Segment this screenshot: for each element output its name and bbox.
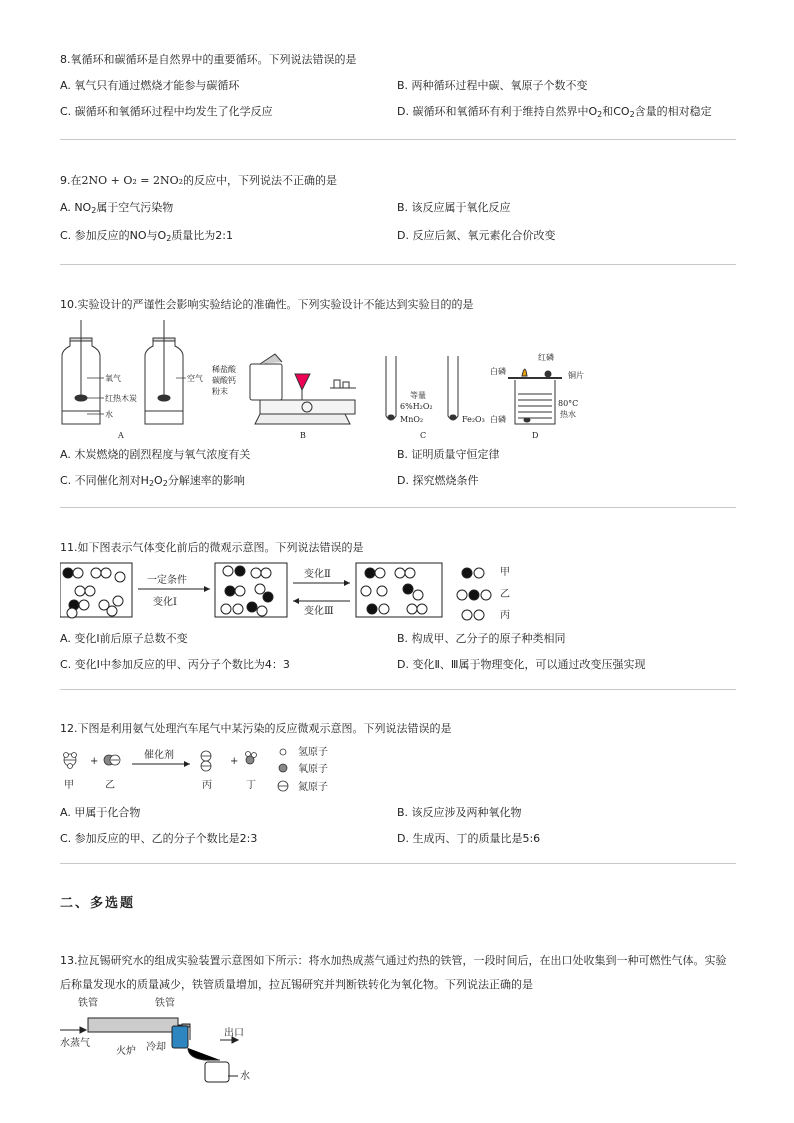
label-h-atom: 氢原子 xyxy=(298,747,328,758)
atom-sphere xyxy=(235,586,245,596)
q10-option-a[interactable]: A. 木炭燃烧的剧烈程度与氧气浓度有关 xyxy=(60,448,251,461)
atom-sphere xyxy=(407,604,417,614)
atom-sphere xyxy=(247,602,257,612)
label-cooling: 冷却 xyxy=(146,1042,166,1053)
label-water: 水 xyxy=(105,410,113,419)
label-white-p-bottom: 白磷 xyxy=(490,415,506,424)
q9-a-text1: A. NO xyxy=(60,201,92,214)
question-11 xyxy=(60,541,736,681)
question-10-stem: 10.实验设计的严谨性会影响实验结论的准确性。下列实验设计不能达到实验目的的是 xyxy=(60,298,474,311)
q9-a-text2: 属于空气污染物 xyxy=(96,201,174,214)
q8-d-sub2: 2 xyxy=(629,110,635,119)
atom-sphere xyxy=(233,604,243,614)
q9-a-sub: 2 xyxy=(91,206,97,215)
atom-sphere xyxy=(73,568,83,578)
atom-sphere xyxy=(417,604,427,614)
atom-sphere xyxy=(257,606,267,616)
atom-sphere xyxy=(251,568,261,578)
q11-option-a[interactable]: A. 变化Ⅰ前后原子总数不变 xyxy=(60,632,188,645)
q9-c-text1: C. 参加反应的NO与O xyxy=(60,229,167,242)
atom-sphere xyxy=(469,590,479,600)
question-13 xyxy=(60,954,736,1094)
q12-option-d[interactable]: D. 生成丙、丁的质量比是5:6 xyxy=(397,832,541,845)
atom-sphere xyxy=(79,600,89,610)
label-bing: 丙 xyxy=(202,780,212,791)
balance-scale xyxy=(250,354,356,424)
label-copper: 铜片 xyxy=(568,371,584,380)
label-white-p-top: 白磷 xyxy=(490,367,506,376)
atom-sphere xyxy=(377,586,387,596)
q12-option-b[interactable]: B. 该反应涉及两种氧化物 xyxy=(397,806,522,819)
molecule-group xyxy=(63,566,491,620)
atom-sphere xyxy=(395,568,405,578)
label-change2: 变化Ⅱ xyxy=(304,569,331,580)
atom-sphere xyxy=(375,568,385,578)
question-8-stem: 8.氧循环和碳循环是自然界中的重要循环。下列说法错误的是 xyxy=(60,53,357,66)
label-furnace: 火炉 xyxy=(116,1046,136,1057)
atom-sphere xyxy=(405,568,415,578)
atom-sphere xyxy=(263,592,273,602)
beaker-combustion xyxy=(508,369,562,424)
q8-option-d[interactable] xyxy=(397,105,712,119)
label-powder: 粉末 xyxy=(212,387,228,396)
label-ding: 丁 xyxy=(246,780,256,791)
label-water: 水 xyxy=(240,1071,250,1082)
label-fe2o3: Fe₂O₃ xyxy=(462,415,485,424)
q12-reaction-figure xyxy=(60,742,380,804)
q9-stem-post: 的反应中，下列说法不正确的是 xyxy=(183,174,338,187)
label-b: B xyxy=(300,431,306,440)
label-red-p: 红磷 xyxy=(538,353,554,362)
label-caco3: 碳酸钙 xyxy=(212,376,236,385)
label-yi: 乙 xyxy=(105,780,115,791)
q10-experiment-figure xyxy=(60,316,600,444)
q11-option-d[interactable]: D. 变化Ⅱ、Ⅲ属于物理变化，可以通过改变压强实现 xyxy=(397,658,646,671)
q10-option-b[interactable]: B. 证明质量守恒定律 xyxy=(397,448,500,461)
atom-sphere xyxy=(225,586,235,596)
q10-option-d[interactable]: D. 探究燃烧条件 xyxy=(397,474,479,487)
atom-sphere xyxy=(367,604,377,614)
q11-option-b[interactable]: B. 构成甲、乙分子的原子种类相同 xyxy=(397,632,566,645)
q9-option-b[interactable]: B. 该反应属于氧化反应 xyxy=(397,201,511,214)
q9-c-text2: 质量比为2:1 xyxy=(171,229,234,242)
label-steam: 水蒸气 xyxy=(60,1038,90,1049)
label-mno2: MnO₂ xyxy=(400,415,424,424)
question-12-stem: 12.下图是利用氨气处理汽车尾气中某污染的反应微观示意图。下列说法错误的是 xyxy=(60,722,452,735)
label-change3: 变化Ⅲ xyxy=(304,606,334,617)
atom-sphere xyxy=(474,610,484,620)
q13-apparatus-figure xyxy=(60,996,260,1096)
atom-sphere xyxy=(255,584,265,594)
bottle-oxygen xyxy=(62,320,100,424)
atom-sphere xyxy=(91,568,101,578)
divider xyxy=(60,139,736,140)
label-temp: 80°C xyxy=(558,399,579,408)
label-acid: 稀盐酸 xyxy=(212,365,236,374)
divider xyxy=(60,863,736,864)
label-n-atom: 氮原子 xyxy=(298,782,328,793)
divider xyxy=(60,507,736,508)
q9-option-a[interactable] xyxy=(60,201,173,215)
atom-sphere xyxy=(75,586,85,596)
bottle-air xyxy=(145,320,183,424)
atom-sphere xyxy=(462,610,472,620)
q8-d-sub1: 2 xyxy=(597,110,603,119)
atom-sphere xyxy=(115,572,125,582)
label-iron-tube2: 铁管 xyxy=(155,998,175,1009)
atom-sphere xyxy=(365,568,375,578)
label-o-atom: 氧原子 xyxy=(298,764,328,775)
atom-sphere xyxy=(107,606,117,616)
question-9 xyxy=(60,174,736,244)
q10-c-text3: 分解速率的影响 xyxy=(167,474,245,487)
label-bing: 丙 xyxy=(500,610,510,621)
atom-sphere xyxy=(101,568,111,578)
q10-option-c[interactable] xyxy=(60,474,245,488)
atom-sphere xyxy=(261,568,271,578)
question-13-line1: 13.拉瓦锡研究水的组成实验装置示意图如下所示：将水加热成蒸气通过灼热的铁管，一段时间后，在出口处收集到一种可燃性气体。实验 xyxy=(60,954,727,967)
divider xyxy=(60,264,736,265)
atom-sphere xyxy=(481,590,491,600)
q9-c-sub: 2 xyxy=(166,234,172,243)
atom-sphere xyxy=(63,568,73,578)
atom-sphere xyxy=(361,586,371,596)
label-air: 空气 xyxy=(187,374,203,383)
question-11-stem: 11.如下图表示气体变化前后的微观示意图。下列说法错误的是 xyxy=(60,541,364,554)
section-title: 二、多选题 xyxy=(60,896,136,911)
question-9-stem xyxy=(60,174,337,188)
atom-sphere xyxy=(235,566,245,576)
atom-sphere xyxy=(223,566,233,576)
atom-sphere xyxy=(221,604,231,614)
q12-option-a[interactable]: A. 甲属于化合物 xyxy=(60,806,141,819)
divider xyxy=(60,689,736,690)
question-8 xyxy=(60,53,736,123)
atom-sphere xyxy=(462,568,472,578)
q10-c-text1: C. 不同催化剂对H xyxy=(60,474,149,487)
label-cond: 一定条件 xyxy=(147,575,187,586)
label-change1: 变化Ⅰ xyxy=(153,597,177,608)
q8-d-text1: D. 碳循环和氧循环有利于维持自然界中O xyxy=(397,105,598,118)
svg-text:+: + xyxy=(230,756,239,767)
question-12 xyxy=(60,722,736,846)
label-yi: 乙 xyxy=(500,589,510,600)
atom-sphere xyxy=(379,604,389,614)
label-hot-water: 热水 xyxy=(560,410,576,419)
label-catalyst: 催化剂 xyxy=(144,750,174,761)
label-h2o2: 6%H₂O₂ xyxy=(400,402,433,411)
label-outlet: 出口 xyxy=(224,1028,244,1039)
q11-option-c[interactable]: C. 变化Ⅰ中参加反应的甲、丙分子个数比为4：3 xyxy=(60,658,290,671)
q9-equation: 2NO + O₂ = 2NO₂ xyxy=(81,174,184,187)
q8-option-b[interactable]: B. 两种循环过程中碳、氧原子个数不变 xyxy=(397,79,588,92)
q9-option-d[interactable]: D. 反应后氮、氧元素化合价改变 xyxy=(397,229,556,242)
question-10 xyxy=(60,298,736,488)
atom-sphere xyxy=(67,608,77,618)
q10-c-text2: O xyxy=(154,474,163,487)
label-a: A xyxy=(118,431,124,440)
q8-d-text2: 和CO xyxy=(602,105,630,118)
label-iron-tube1: 铁管 xyxy=(78,998,98,1009)
label-d: D xyxy=(532,431,539,440)
atom-sphere xyxy=(85,586,95,596)
q9-stem-pre: 9.在 xyxy=(60,174,82,187)
q9-option-c[interactable] xyxy=(60,229,233,243)
atom-sphere xyxy=(403,584,413,594)
label-jia: 甲 xyxy=(500,567,510,578)
q8-option-a[interactable]: A. 氧气只有通过燃烧才能参与碳循环 xyxy=(60,79,240,92)
atom-sphere xyxy=(113,596,123,606)
svg-text:+: + xyxy=(90,756,99,767)
q8-option-c[interactable]: C. 碳循环和氧循环过程中均发生了化学反应 xyxy=(60,105,273,118)
atom-sphere xyxy=(474,568,484,578)
q10-c-sub1: 2 xyxy=(148,479,155,488)
question-13-line2: 后称量发现水的质量减少，铁管质量增加，拉瓦锡研究并判断铁转化为氧化物。下列说法正确的是 xyxy=(60,978,533,991)
label-equal: 等量 xyxy=(410,391,426,400)
label-jia: 甲 xyxy=(64,780,74,791)
q10-c-sub2: 2 xyxy=(162,479,168,488)
q12-option-c[interactable]: C. 参加反应的甲、乙的分子个数比是2:3 xyxy=(60,832,258,845)
label-charcoal: 红热木炭 xyxy=(105,394,137,403)
atom-sphere xyxy=(413,590,423,600)
label-oxygen: 氧气 xyxy=(105,374,121,383)
label-c: C xyxy=(420,431,427,440)
q11-micro-figure xyxy=(60,561,530,623)
q8-d-text3: 含量的相对稳定 xyxy=(634,105,712,118)
atom-sphere xyxy=(457,590,467,600)
